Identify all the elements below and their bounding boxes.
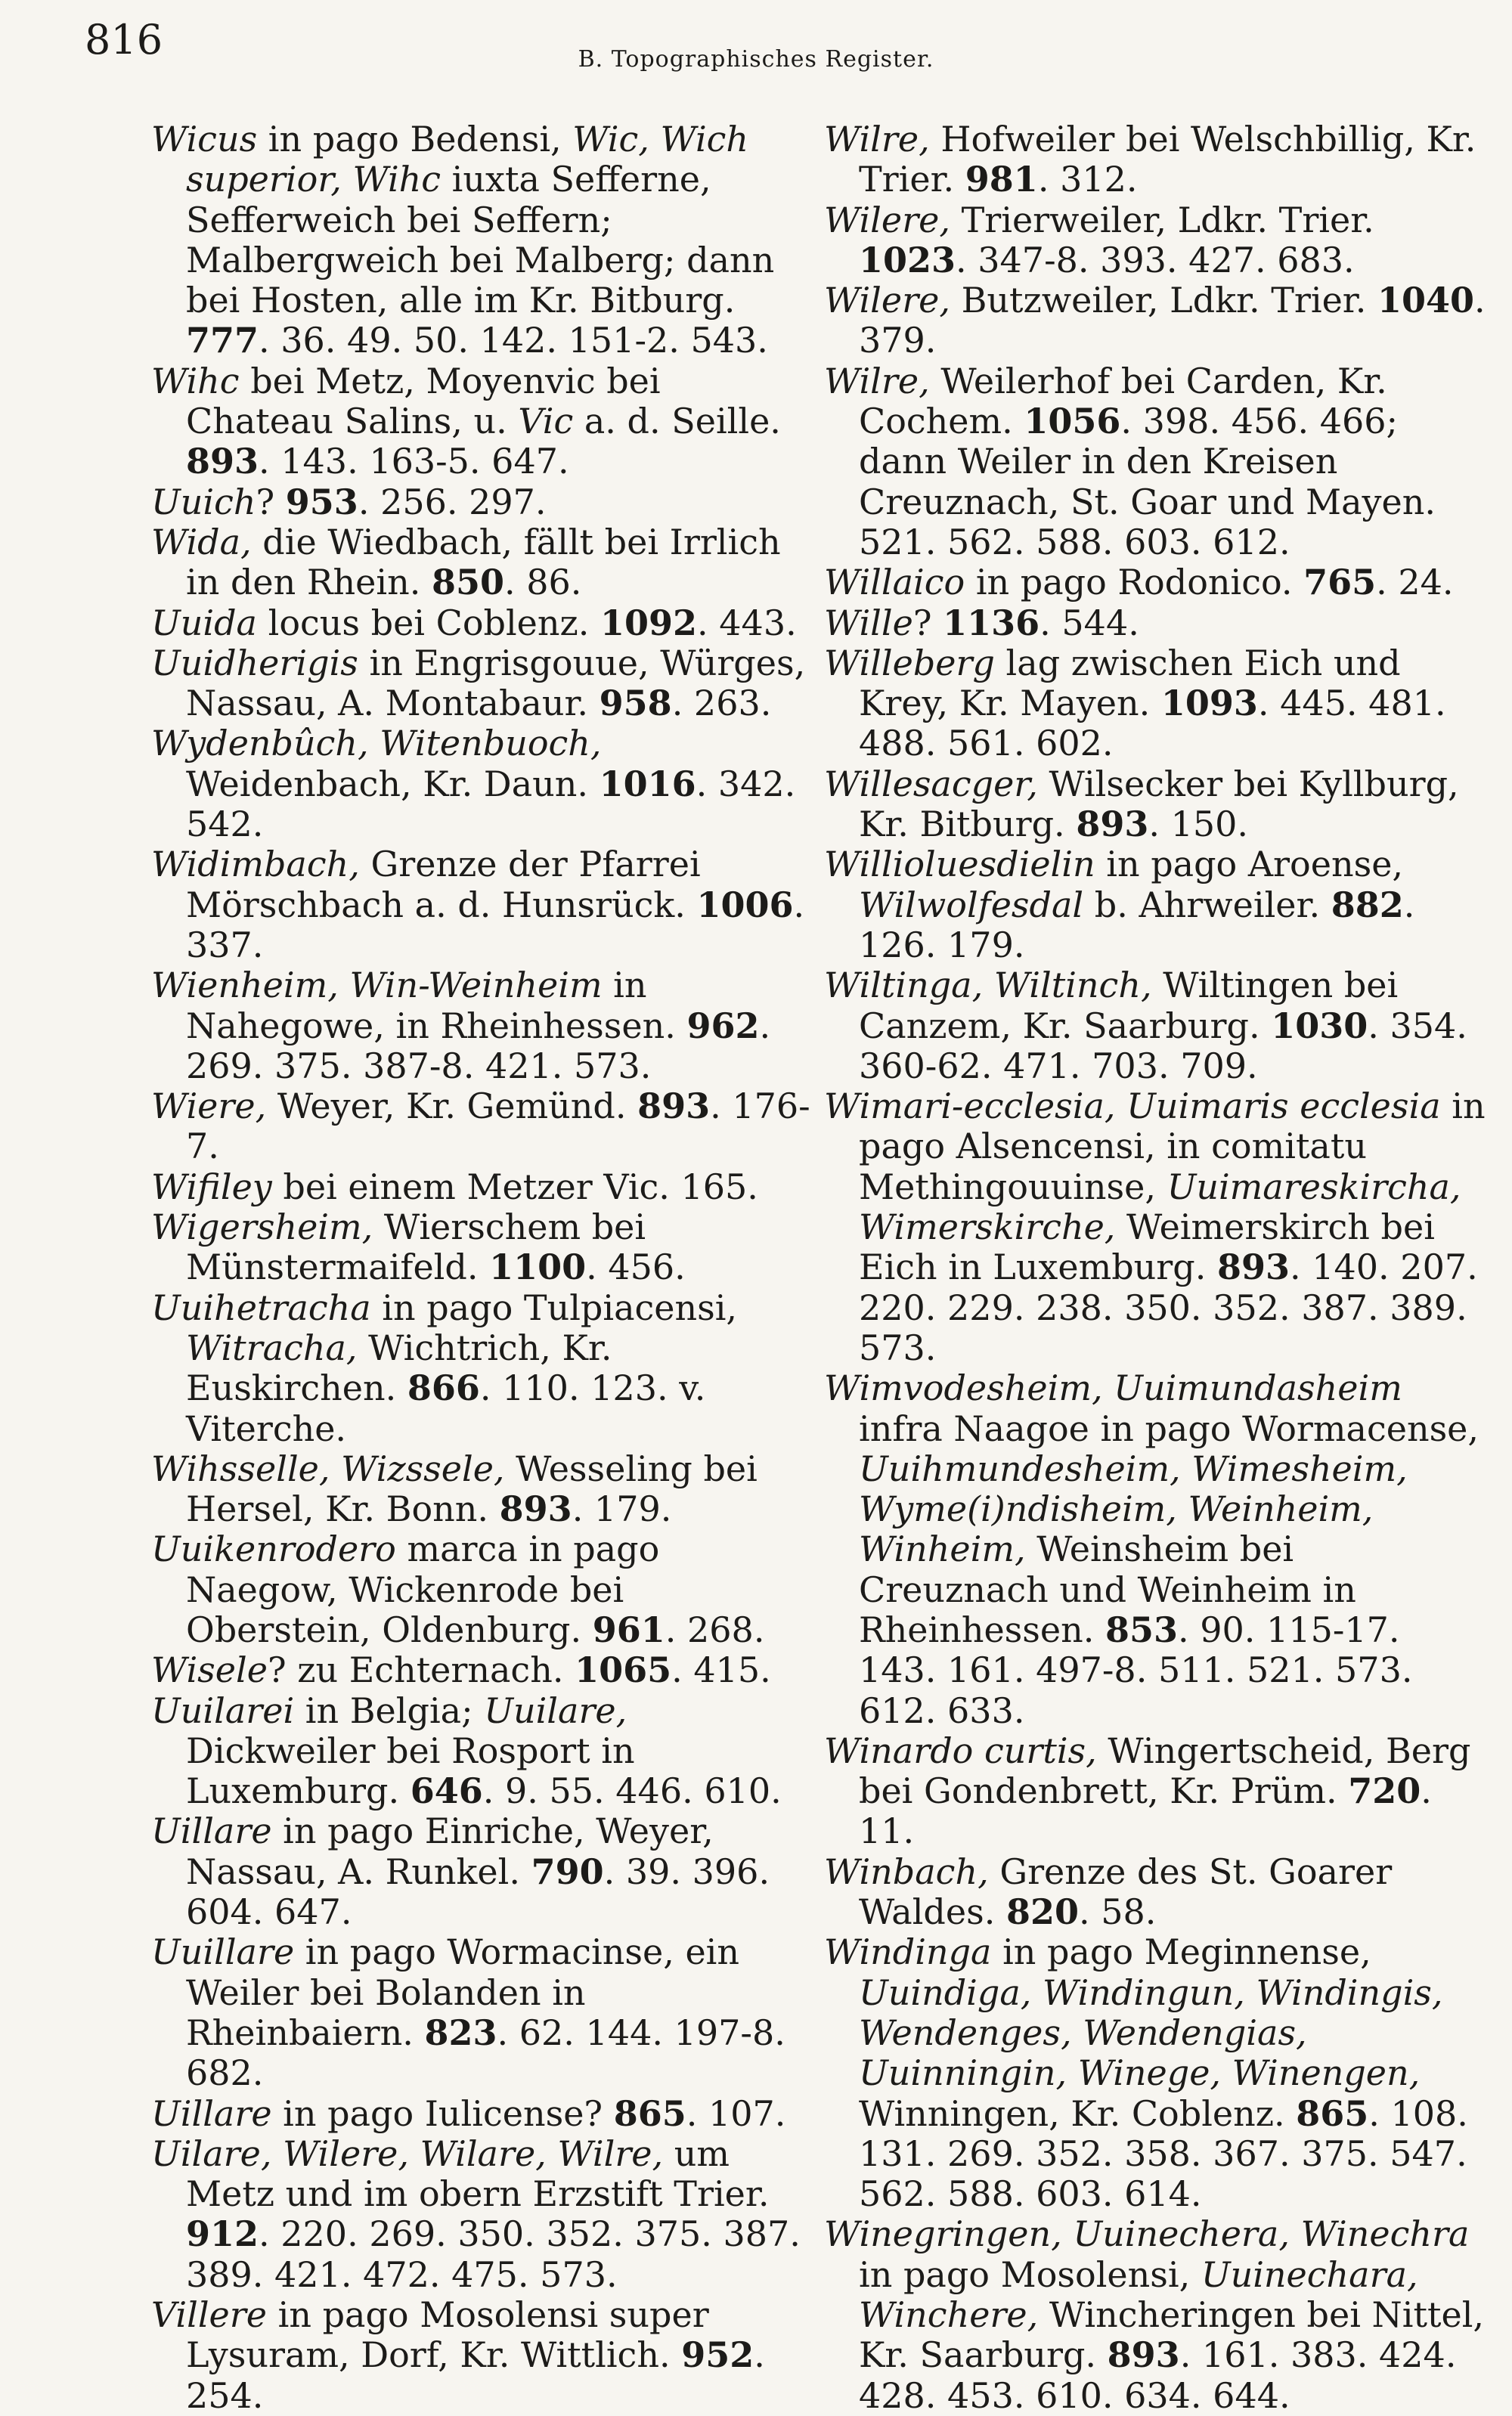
entry-text: Weilerhof bei Carden, Kr. Cochem.	[859, 360, 1387, 442]
document-number: 893	[186, 441, 259, 482]
document-number: 790	[531, 1851, 604, 1892]
entry-text: . 263.	[671, 683, 772, 724]
entry-text: . 9. 55. 446. 610.	[482, 1770, 782, 1812]
document-number: 853	[1105, 1609, 1179, 1650]
document-number: 893	[1076, 804, 1149, 845]
register-entry	[151, 482, 813, 522]
entry-text: die Wiedbach, fällt bei Irrlich in den Rhein.	[186, 521, 781, 603]
place-name: Uuillare	[151, 1931, 295, 1973]
place-name: Wimvodesheim, Uuimundasheim	[824, 1368, 1402, 1409]
document-number: 893	[499, 1488, 572, 1530]
place-name: Uuich	[151, 481, 256, 522]
entry-text: Weidenbach, Kr. Daun.	[186, 763, 600, 804]
entry-text: ?	[256, 481, 286, 522]
entry-text: Dickweiler bei Rosport in Luxemburg.	[186, 1730, 635, 1812]
place-name: Uuikenrodero	[151, 1529, 396, 1570]
place-name: Willaico	[824, 562, 965, 603]
document-number: 953	[285, 481, 358, 522]
entry-text: . 11.	[859, 1770, 1432, 1852]
register-entry	[824, 603, 1486, 643]
entry-text: . 90. 115-17. 143. 161. 497-8. 511. 521. 573. 612. 633.	[859, 1609, 1413, 1731]
register-entry	[824, 1932, 1486, 2214]
place-name: Widimbach,	[151, 844, 360, 885]
register-entry	[824, 844, 1486, 965]
place-name: Windinga	[824, 1931, 992, 1973]
entry-text: bei Metz, Moyenvic bei Chateau Salins, u.	[186, 360, 661, 442]
entry-text: Wilsecker bei Kyllburg, Kr. Bitburg.	[859, 763, 1459, 845]
register-entry	[151, 844, 813, 965]
place-name: Wihc	[151, 360, 240, 401]
place-name: Uuida	[151, 602, 257, 643]
place-name: Uilare, Wilere, Wilare, Wilre,	[151, 2133, 664, 2174]
place-name: Wienheim, Win-Weinheim	[151, 965, 603, 1006]
entry-text: Grenze der Pfarrei Mörschbach a. d. Hunsrück.	[186, 844, 701, 925]
register-entry	[824, 562, 1486, 602]
place-name: Wicus	[151, 119, 258, 160]
document-number: 1136	[943, 602, 1040, 643]
register-column-left	[151, 119, 813, 2416]
place-name: Uuinechara, Winchere,	[859, 2253, 1418, 2336]
document-number: 865	[1296, 2092, 1369, 2134]
register-entry	[824, 280, 1486, 361]
register-entry	[151, 965, 813, 1086]
entry-text: ? zu Echternach.	[267, 1649, 575, 1691]
place-name: Wydenbûch, Witenbuoch,	[151, 723, 602, 764]
place-name: Wilre,	[824, 360, 930, 401]
entry-text: in pago Einriche, Weyer, Nassau, A. Runkel.	[186, 1810, 714, 1892]
place-name: Wihsselle, Wizssele,	[151, 1448, 505, 1489]
document-number: 961	[592, 1609, 665, 1650]
register-entry	[151, 2134, 813, 2295]
document-number: 912	[186, 2213, 259, 2255]
register-entry	[151, 1691, 813, 1812]
entry-text: Butzweiler, Ldkr. Trier.	[950, 280, 1377, 321]
entry-text: Wesseling bei Hersel, Kr. Bonn.	[186, 1448, 758, 1530]
register-entry	[824, 119, 1486, 200]
register-entry	[151, 361, 813, 482]
entry-text: in pago Rodonico.	[965, 562, 1304, 603]
place-name: Winardo curtis,	[824, 1730, 1097, 1771]
document-number: 893	[1107, 2334, 1180, 2376]
entry-text: lag zwischen Eich und Krey, Kr. Mayen.	[859, 642, 1401, 724]
place-name: Wigersheim,	[151, 1206, 373, 1248]
entry-text: in pago Alsencensi, in comitatu Methingouuinse,	[859, 1086, 1486, 1207]
place-name: Uuilare,	[484, 1690, 627, 1731]
register-entry	[151, 603, 813, 643]
entry-text: Wincheringen bei Nittel, Kr. Saarburg.	[859, 2294, 1485, 2376]
register-entry	[151, 1449, 813, 1530]
document-number: 1056	[1024, 401, 1121, 442]
entry-text: in pago Bedensi,	[257, 119, 573, 160]
document-number: 893	[637, 1086, 711, 1127]
entry-text: . 220. 269. 350. 352. 375. 387. 389. 421. 472. 475. 573.	[186, 2213, 801, 2295]
place-name: Uuimareskircha, Wimerskirche,	[859, 1166, 1461, 1248]
document-number: 720	[1348, 1770, 1421, 1812]
entry-text: infra Naagoe in pago Wormacense,	[859, 1408, 1479, 1449]
register-entry	[824, 965, 1486, 1086]
entry-text: . 107.	[686, 2092, 786, 2134]
entry-text: . 445. 481. 488. 561. 602.	[859, 683, 1446, 764]
running-head: B. Topographisches Register.	[578, 46, 934, 73]
register-entry	[151, 119, 813, 361]
document-number: 893	[1216, 1247, 1290, 1288]
entry-text: . 140. 207. 220. 229. 238. 350. 352. 387. 389. 573.	[859, 1247, 1478, 1368]
entry-text: in pago Aroense,	[1095, 844, 1404, 885]
entry-text: Grenze des St. Goarer Waldes.	[859, 1851, 1393, 1933]
document-number: 777	[186, 320, 259, 361]
document-number: 646	[410, 1770, 483, 1812]
document-number: 823	[424, 2012, 497, 2053]
place-name: Uuihetracha	[151, 1287, 371, 1328]
entry-text: iuxta Sefferne, Sefferweich bei Seffern; Malbergweich bei Malberg; dann bei Hosten, alle im Kr. Bitburg.	[186, 159, 775, 321]
document-number: 1023	[859, 239, 956, 280]
entry-text: . 62. 144. 197-8. 682.	[186, 2012, 785, 2094]
place-name: Wilere,	[824, 199, 950, 240]
entry-text: Wichtrich, Kr. Euskirchen.	[186, 1327, 612, 1409]
place-name: Villere	[151, 2294, 267, 2336]
register-column-right	[824, 119, 1486, 2416]
document-number: 1016	[599, 763, 696, 804]
entry-text: ?	[912, 602, 943, 643]
register-entry	[151, 1811, 813, 1932]
place-name: Wifiley	[151, 1166, 272, 1207]
document-number: 958	[599, 683, 672, 724]
register-entry	[151, 1207, 813, 1288]
entry-text: . 398. 456. 466; dann Weiler in den Kreisen Creuznach, St. Goar und Mayen. 521. 562. 588. 603. 612.	[859, 401, 1436, 562]
entry-text: . 354. 360-62. 471. 703. 709.	[859, 1005, 1467, 1086]
place-name: Winbach,	[824, 1851, 989, 1892]
entry-text: . 269. 375. 387-8. 421. 573.	[186, 1005, 771, 1086]
place-name: Willeberg	[824, 642, 995, 683]
entry-text: in pago Mosolensi,	[859, 2253, 1201, 2295]
document-number: 865	[613, 2092, 686, 2134]
register-entry	[151, 1932, 813, 2093]
entry-text: Wierschem bei Münstermaifeld.	[186, 1206, 646, 1288]
entry-text: in pago Mosolensi super Lysuram, Dorf, Kr. Wittlich.	[186, 2294, 709, 2376]
entry-text: . 108. 131. 269. 352. 358. 367. 375. 547. 562. 588. 603. 614.	[859, 2092, 1468, 2215]
place-name: Wilere,	[824, 280, 950, 321]
entry-text: a. d. Seille.	[573, 401, 781, 442]
register-entry	[824, 764, 1486, 845]
place-name: Wilre,	[824, 119, 930, 160]
entry-text: Weinsheim bei Creuznach und Weinheim in Rheinhessen.	[859, 1529, 1356, 1650]
entry-text: . 58.	[1078, 1891, 1157, 1933]
document-number: 1100	[489, 1247, 587, 1288]
register-entry	[151, 1167, 813, 1207]
register-entry	[151, 522, 813, 603]
place-name: Uillare	[151, 2092, 272, 2134]
entry-text: Hofweiler bei Welschbillig, Kr. Trier.	[859, 119, 1476, 200]
place-name: Uuidherigis	[151, 642, 358, 683]
entry-text: . 143. 163-5. 647.	[259, 441, 569, 482]
register-entry	[824, 1852, 1486, 1933]
entry-text: locus bei Coblenz.	[256, 602, 601, 643]
entry-text: um Metz und im obern Erzstift Trier.	[186, 2133, 770, 2215]
document-number: 952	[681, 2334, 754, 2376]
register-entry	[824, 1086, 1486, 1368]
entry-text: marca in pago Naegow, Wickenrode bei Oberstein, Oldenburg.	[186, 1529, 660, 1650]
entry-text: . 415.	[671, 1649, 771, 1691]
entry-text: . 456.	[586, 1247, 686, 1288]
document-number: 1092	[600, 602, 698, 643]
entry-text: . 256. 297.	[358, 481, 547, 522]
entry-text: in pago Wormacinse, ein Weiler bei Bolanden in Rheinbaiern.	[186, 1931, 740, 2053]
entry-text: b. Ahrweiler.	[1083, 884, 1331, 925]
entry-text: Weimerskirch bei Eich in Luxemburg.	[859, 1206, 1435, 1288]
place-name: Willioluesdielin	[824, 844, 1095, 885]
entry-text: . 443.	[697, 602, 797, 643]
document-number: 1093	[1160, 683, 1258, 724]
document-number: 981	[965, 159, 1038, 200]
entry-text: Wiltingen bei Canzem, Kr. Saarburg.	[859, 965, 1399, 1046]
entry-text: . 24.	[1376, 562, 1454, 603]
entry-text: . 176-7.	[186, 1086, 810, 1167]
place-name: Witracha,	[186, 1327, 358, 1368]
entry-text: . 86.	[503, 562, 582, 603]
register-entry	[151, 1288, 813, 1449]
entry-text: bei einem Metzer Vic. 165.	[271, 1166, 758, 1207]
entry-text: . 150.	[1148, 804, 1249, 845]
page-number: 816	[85, 16, 163, 63]
place-name: Uuihmundesheim, Wimesheim, Wyme(i)ndisheim, Weinheim, Winheim,	[859, 1448, 1408, 1570]
place-name: Wimari-ecclesia, Uuimaris ecclesia	[824, 1086, 1441, 1127]
document-number: 765	[1303, 562, 1377, 603]
entry-text: . 126. 179.	[859, 884, 1415, 965]
entry-text: in pago Iulicense?	[271, 2092, 614, 2134]
document-number: 1040	[1377, 280, 1475, 321]
entry-text: Trierweiler, Ldkr. Trier.	[950, 199, 1374, 240]
register-entry	[151, 1529, 813, 1650]
place-name: Uuindiga, Windingun, Windingis, Wendenges, Wendengias, Uuinningin, Winege, Winengen,	[859, 1972, 1443, 2094]
place-name: Wille	[824, 602, 913, 643]
place-name: Wiltinga, Wiltinch,	[824, 965, 1152, 1006]
entry-text: . 312.	[1037, 159, 1138, 200]
register-entry	[151, 2094, 813, 2134]
entry-text: in Belgia;	[294, 1690, 485, 1731]
entry-text: . 161. 383. 424. 428. 453. 610. 634. 644.	[859, 2334, 1457, 2416]
register-entry	[824, 2214, 1486, 2415]
entry-text: in pago Tulpiacensi,	[370, 1287, 738, 1328]
entry-text: . 544.	[1040, 602, 1139, 643]
register-entry	[824, 643, 1486, 764]
register-entry	[151, 1086, 813, 1167]
register-entry	[824, 200, 1486, 281]
place-name: Willesacger,	[824, 763, 1038, 804]
register-entry	[151, 723, 813, 844]
entry-text: . 268.	[665, 1609, 765, 1650]
document-number: 962	[686, 1005, 760, 1046]
place-name: Uuilarei	[151, 1690, 295, 1731]
register-entry	[824, 361, 1486, 562]
register-entry	[824, 1368, 1486, 1731]
entry-text: . 254.	[186, 2334, 765, 2416]
place-name: Wiere,	[151, 1086, 267, 1127]
entry-text: Wingertscheid, Berg bei Gondenbrett, Kr. Prüm.	[859, 1730, 1471, 1812]
entry-text: . 379.	[859, 280, 1486, 361]
document-number: 1030	[1271, 1005, 1368, 1046]
place-name: Wic, Wich superior, Wihc	[186, 119, 749, 200]
document-number: 1065	[575, 1649, 672, 1691]
document-number: 820	[1005, 1891, 1079, 1933]
document-number: 1006	[696, 884, 794, 925]
document-number: 866	[407, 1368, 480, 1409]
entry-text: . 179.	[572, 1488, 672, 1530]
entry-text: Winningen, Kr. Coblenz.	[859, 2092, 1297, 2134]
entry-text: . 36. 49. 50. 142. 151-2. 543.	[259, 320, 768, 361]
document-number: 850	[431, 562, 504, 603]
register-entry	[824, 1731, 1486, 1852]
entry-text: . 110. 123. v. Viterche.	[186, 1368, 706, 1449]
entry-text: . 342. 542.	[186, 763, 796, 845]
register-entry	[151, 1650, 813, 1690]
entry-text: Weyer, Kr. Gemünd.	[266, 1086, 638, 1127]
register-entry	[151, 2295, 813, 2416]
place-name: Vic	[518, 401, 574, 442]
place-name: Wilwolfesdal	[859, 884, 1084, 925]
place-name: Wida,	[151, 521, 252, 562]
register-entry	[151, 643, 813, 724]
entry-text: in Engrisgouue, Würges, Nassau, A. Montabaur.	[186, 642, 806, 724]
entry-text: in Nahegowe, in Rheinhessen.	[186, 965, 687, 1046]
entry-text: . 347-8. 393. 427. 683.	[956, 239, 1355, 280]
entry-text: . 337.	[186, 884, 805, 965]
place-name: Wisele	[151, 1649, 268, 1691]
document-number: 882	[1331, 884, 1404, 925]
entry-text: . 39. 396. 604. 647.	[186, 1851, 770, 1933]
place-name: Uillare	[151, 1810, 272, 1852]
entry-text: in pago Meginnense,	[991, 1931, 1371, 1973]
place-name: Winegringen, Uuinechera, Winechra	[824, 2213, 1470, 2255]
